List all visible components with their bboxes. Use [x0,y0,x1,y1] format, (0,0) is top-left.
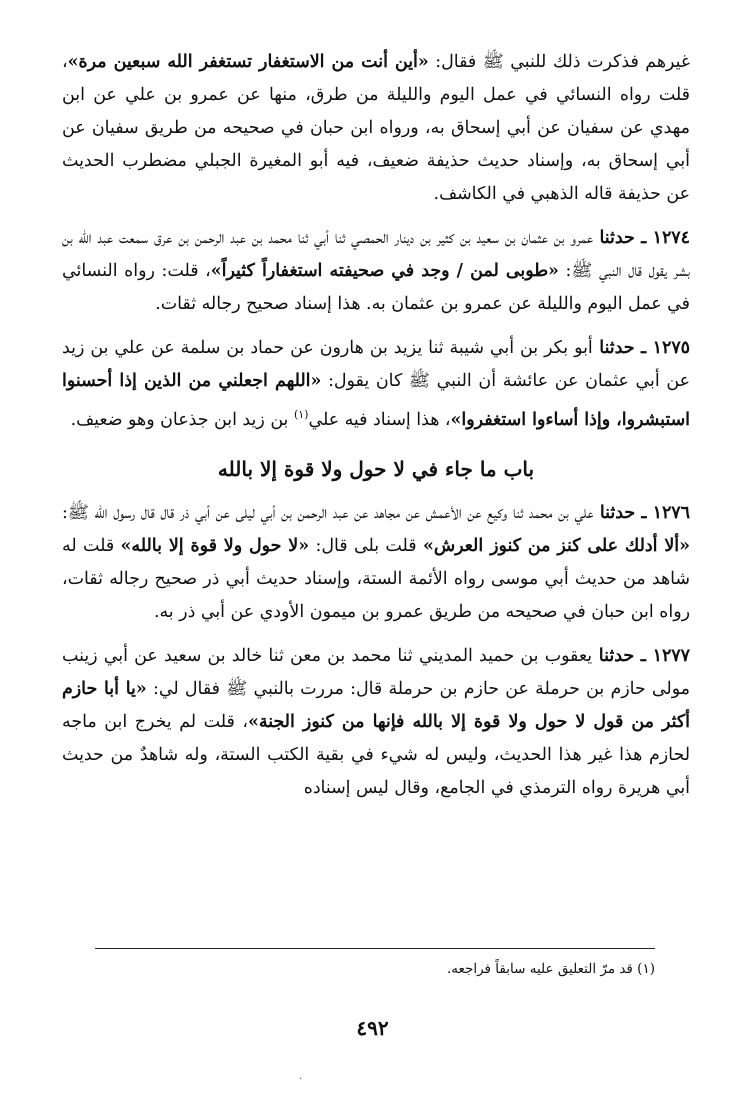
haddathana-label: ـ حدثنا [592,338,653,358]
text: قلت بلى قال: [309,535,423,556]
text: ، قلت لم يخرج ابن ماجه لحازم هذا غير هذا الحديث، وليس له شيء في بقية الكتب الستة، وله شاهدٌ من حديث أبي هريرة رواه الترمذي في الجامع، وقال ليس إسناده [62,711,690,798]
text: غيرهم فذكرت ذلك للنبي ﷺ فقال: [428,52,690,72]
footnote-divider [95,948,655,949]
hadith-quote: «اللهم اجعلني من الذين إذا أحسنوا استبشروا، وإذا أساءوا استغفروا» [62,371,690,430]
haddathana-label: ـ حدثنا [592,645,653,666]
text: بن زيد ابن جذعان وهو ضعيف. [70,409,294,430]
text: قلت له شاهد من حديث أبي موسى رواه الأئمة الستة، وإسناد حديث أبي ذر صحيح رجاله ثقات، رواه ابن حبان في صحيحه من طريق عمرو بن ميمون الأودي عن أبي ذر به. [62,535,690,622]
page-number: ٤٩٢ [356,1016,389,1040]
hadith-number: ١٢٧٥ [652,338,691,358]
hadith-number: ١٢٧٦ [652,502,690,523]
hadith-1274 [62,222,690,321]
hadith-quote: «طوبى لمن / وجد في صحيفته استغفاراً كثيراً» [210,261,559,281]
hadith-1277 [62,640,690,805]
hadith-quote: «يا أبا حازم أكثر من قول لا حول ولا قوة إلا بالله فإنها من كنوز الجنة» [62,678,691,732]
page-body [62,46,690,816]
footnote: (١) قد مرّ التعليق عليه سابقاً فراجعه. [446,961,655,977]
chapter-heading: باب ما جاء في لا حول ولا قوة إلا بالله [217,456,535,481]
hadith-number: ١٢٧٧ [652,645,690,666]
haddathana-label: ـ حدثنا [593,502,653,523]
text: يعقوب بن حميد المديني ثنا محمد بن معن ثنا خالد بن سعيد عن أبي زينب مولى حازم بن حرملة عن حازم بن حرملة قال: مررت بالنبي ﷺ فقال لي: [62,645,690,699]
hadith-quote: «لا حول ولا قوة إلا بالله» [120,535,310,556]
haddathana-label: ـ حدثنا [593,228,653,248]
text: ، قلت رواه النسائي في عمل اليوم والليلة من طرق، منها عن عمرو بن علي عن ابن مهدي عن سفيان عن أبي إسحاق به، ورواه ابن حبان في صحيحه من طريق سفيان عن أبي إسحاق به، وإسناد حديث حذيفة ضعيف، فيه أبو المغيرة الجبلي مضطرب الحديث عن حذيفة قاله الذهبي في الكاشف. [62,52,690,204]
hadith-quote: «أين أنت من الاستغفار تستغفر الله سبعين مرة» [67,52,429,72]
hadith-1275 [62,332,690,437]
hadith-quote: «ألا أدلك على كنز من كنوز العرش» [422,535,690,556]
scan-speck: · [299,1074,303,1085]
text: ، هذا إسناد فيه علي [308,409,451,430]
hadith-number: ١٢٧٤ [652,228,690,248]
text: أبو بكر بن أبي شيبة ثنا يزيد بن هارون عن حماد بن سلمة عن علي بن زيد عن أبي عثمان عن عائشة أن النبي ﷺ كان يقول: [62,338,690,391]
text: ، قلت: رواه النسائي في عمل اليوم والليلة عن عمرو بن عثمان به. هذا إسناد صحيح رجاله ثقات. [62,261,690,314]
text: علي بن محمد ثنا وكيع عن الأعمش عن مجاهد عن عبد الرحمن بن أبي ليلى عن أبي ذر قال قال رسول الله ﷺ: [62,502,594,523]
paragraph-continuation [62,46,690,211]
text: عمرو بن عثمان بن سعيد بن كثير بن دينار الحمصي ثنا أبي ثنا محمد بن عبد الرحمن بن عرق سمعت عبد الله بن بشر يقول قال النبي ﷺ: [62,228,690,281]
footnote-marker[interactable]: (١) [293,408,309,421]
hadith-1276 [62,497,690,629]
